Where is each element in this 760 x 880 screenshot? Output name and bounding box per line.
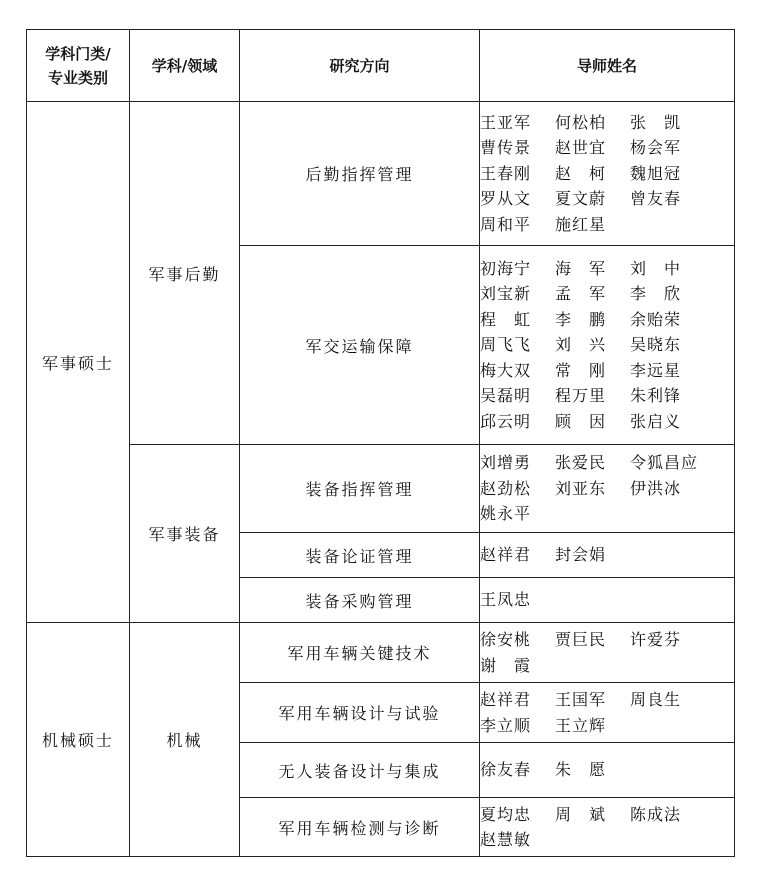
table-body xyxy=(27,102,735,857)
direction-cell: 后勤指挥管理 xyxy=(240,102,480,246)
advisor-line xyxy=(480,757,734,783)
advisor-line xyxy=(480,627,734,653)
advisor-name: 顾 因 xyxy=(555,411,607,431)
advisor-name: 李 欣 xyxy=(630,284,682,304)
advisor-name: 令狐昌应 xyxy=(630,453,699,473)
subject-cell: 机械 xyxy=(130,623,240,857)
advisors-cell xyxy=(480,683,735,743)
header-category-text: 学科门类/ 专业类别 xyxy=(45,44,111,87)
advisor-line xyxy=(480,827,734,853)
advisor-line xyxy=(480,135,734,161)
advisor-table xyxy=(26,29,735,857)
advisor-name: 封会娟 xyxy=(555,545,607,565)
advisor-name: 曹传景 xyxy=(480,138,532,158)
advisor-line xyxy=(480,256,734,282)
advisor-name: 吴晓东 xyxy=(630,335,682,355)
advisor-name: 李远星 xyxy=(630,360,682,380)
advisor-line xyxy=(480,501,734,527)
advisor-line xyxy=(480,281,734,307)
advisors-cell xyxy=(480,445,735,533)
subject-cell: 军事后勤 xyxy=(130,102,240,445)
advisor-line xyxy=(480,476,734,502)
advisor-name: 刘增勇 xyxy=(480,453,532,473)
advisor-name: 陈成法 xyxy=(630,804,682,824)
advisor-name: 张启义 xyxy=(630,411,682,431)
advisor-name: 许爱芬 xyxy=(630,630,682,649)
advisor-name: 朱 愿 xyxy=(555,760,607,780)
advisors-cell xyxy=(480,743,735,798)
advisor-name: 杨会军 xyxy=(630,138,682,158)
subject-cell: 军事装备 xyxy=(130,445,240,623)
advisor-name: 伊洪冰 xyxy=(630,478,682,498)
header-direction: 研究方向 xyxy=(240,30,480,102)
advisor-name: 邱云明 xyxy=(480,411,532,431)
advisor-name: 程万里 xyxy=(555,386,607,406)
advisor-line xyxy=(480,653,734,679)
advisor-name: 刘 兴 xyxy=(555,335,607,355)
table-row xyxy=(27,623,735,683)
advisor-name: 周和平 xyxy=(480,214,532,234)
advisor-name: 施红星 xyxy=(555,214,607,234)
advisor-name: 曾友春 xyxy=(630,189,682,209)
advisor-name: 赵慧敏 xyxy=(480,830,532,849)
advisor-name: 周飞飞 xyxy=(480,335,532,355)
advisor-name: 孟 军 xyxy=(555,284,607,304)
advisor-name: 何松柏 xyxy=(555,112,607,132)
advisor-name: 海 军 xyxy=(555,258,607,278)
category-cell: 机械硕士 xyxy=(27,623,130,857)
advisor-line xyxy=(480,802,734,828)
advisor-line xyxy=(480,409,734,435)
direction-cell: 无人装备设计与集成 xyxy=(240,743,480,798)
advisor-name: 刘亚东 xyxy=(555,478,607,498)
advisor-name: 周良生 xyxy=(630,690,682,709)
advisors-cell xyxy=(480,798,735,857)
advisor-line xyxy=(480,212,734,238)
advisor-name: 王立辉 xyxy=(555,715,607,735)
header-subject: 学科/领域 xyxy=(130,30,240,102)
header-advisors: 导师姓名 xyxy=(480,30,735,102)
advisor-name: 刘宝新 xyxy=(480,284,532,304)
advisor-line xyxy=(480,332,734,358)
advisor-name: 王亚军 xyxy=(480,112,532,132)
advisor-name: 夏文蔚 xyxy=(555,189,607,209)
advisor-name: 张 凯 xyxy=(630,112,682,132)
direction-cell: 军用车辆设计与试验 xyxy=(240,683,480,743)
direction-cell: 军用车辆检测与诊断 xyxy=(240,798,480,857)
category-cell: 军事硕士 xyxy=(27,102,130,623)
advisor-name: 王凤忠 xyxy=(480,590,532,610)
advisor-name: 姚永平 xyxy=(480,504,532,524)
advisors-cell xyxy=(480,578,735,623)
advisor-line xyxy=(480,358,734,384)
advisor-name: 李 鹏 xyxy=(555,309,607,329)
advisor-name: 程 虹 xyxy=(480,309,532,329)
table-row xyxy=(27,445,735,533)
advisor-name: 徐安桃 xyxy=(480,630,532,649)
advisor-name: 周 斌 xyxy=(555,804,607,824)
advisor-name: 张爱民 xyxy=(555,453,607,473)
advisor-name: 徐友春 xyxy=(480,760,532,780)
advisor-name: 李立顺 xyxy=(480,715,532,735)
advisor-line xyxy=(480,186,734,212)
advisor-name: 王春刚 xyxy=(480,163,532,183)
direction-cell: 装备采购管理 xyxy=(240,578,480,623)
advisor-name: 朱利锋 xyxy=(630,386,682,406)
advisor-name: 赵祥君 xyxy=(480,690,532,709)
advisor-line xyxy=(480,687,734,713)
direction-cell: 装备指挥管理 xyxy=(240,445,480,533)
advisor-name: 谢 霞 xyxy=(480,655,532,675)
advisor-name: 贾巨民 xyxy=(555,630,607,649)
advisor-line xyxy=(480,161,734,187)
advisor-line xyxy=(480,383,734,409)
advisor-line xyxy=(480,587,734,613)
advisors-cell xyxy=(480,623,735,683)
advisor-name: 刘 中 xyxy=(630,258,682,278)
advisors-cell xyxy=(480,533,735,578)
advisor-name: 常 刚 xyxy=(555,360,607,380)
advisor-line xyxy=(480,450,734,476)
table-row xyxy=(27,102,735,246)
advisors-cell xyxy=(480,102,735,246)
advisor-name: 魏旭冠 xyxy=(630,163,682,183)
header-row xyxy=(27,30,735,102)
header-category xyxy=(27,30,130,102)
advisor-name: 吴磊明 xyxy=(480,386,532,406)
advisor-line xyxy=(480,110,734,136)
advisor-name: 赵劲松 xyxy=(480,478,532,498)
advisor-line xyxy=(480,542,734,568)
direction-cell: 军用车辆关键技术 xyxy=(240,623,480,683)
advisor-name: 余贻荣 xyxy=(630,309,682,329)
advisors-cell xyxy=(480,246,735,445)
advisor-line xyxy=(480,307,734,333)
direction-cell: 军交运输保障 xyxy=(240,246,480,445)
advisor-name: 梅大双 xyxy=(480,360,532,380)
advisor-line xyxy=(480,713,734,739)
advisor-name: 赵 柯 xyxy=(555,163,607,183)
advisor-name: 夏均忠 xyxy=(480,804,532,824)
direction-cell: 装备论证管理 xyxy=(240,533,480,578)
advisor-name: 初海宁 xyxy=(480,258,532,278)
advisor-name: 赵祥君 xyxy=(480,545,532,565)
advisor-name: 赵世宜 xyxy=(555,138,607,158)
advisor-name: 罗从文 xyxy=(480,189,532,209)
advisor-name: 王国军 xyxy=(555,690,607,709)
